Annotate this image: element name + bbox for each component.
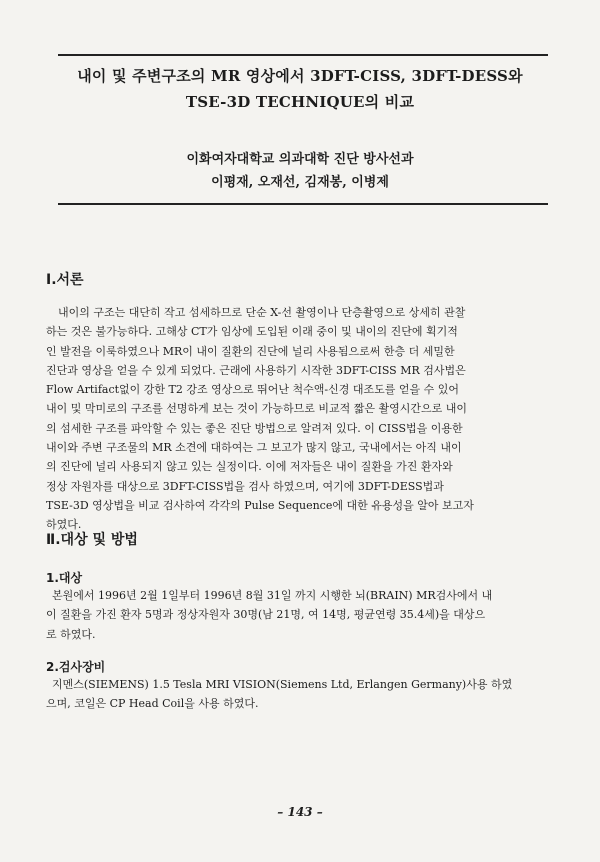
paragraph-line: 인 발전을 이룩하였으나 MR이 내이 질환의 진단에 널리 사용됨으로써 한층 더 세밀한	[46, 344, 455, 358]
paragraph-line: 내이 및 막미로의 구조를 선명하게 보는 것이 가능하므로 비교적 짧은 촬영시간으로 내이	[46, 402, 467, 416]
subjects-paragraph	[46, 586, 556, 644]
title-line-2: TSE-3D TECHNIQUE의 비교	[185, 93, 415, 111]
title-bottom-rule	[58, 203, 548, 205]
paragraph-line: 진단과 영상을 얻을 수 있게 되었다. 근래에 사용하기 시작한 3DFT-CISS MR 검사법은	[46, 363, 466, 377]
section-heading-introduction: Ⅰ.서론	[46, 272, 84, 288]
section-heading-methods: Ⅱ.대상 및 방법	[46, 532, 138, 548]
equipment-paragraph	[46, 675, 556, 714]
paragraph-line: 의 진단에 널리 사용되지 않고 있는 실정이다. 이에 저자들은 내이 질환을 가진 환자와	[46, 460, 453, 474]
paragraph-line: 의 섬세한 구조를 파악할 수 있는 좋은 진단 방법으로 알려져 있다. 이 CISS법을 이용한	[46, 421, 463, 435]
paragraph-line: 본원에서 1996년 2월 1일부터 1996년 8월 31일 까지 시행한 뇌(BRAIN) MR검사에서 내	[52, 589, 493, 602]
paragraph-line: Flow Artifact없이 강한 T2 강조 영상으로 뛰어난 척수액-신경 대조도를 얻을 수 있어	[46, 383, 459, 397]
page-number: – 143 –	[277, 805, 323, 819]
subsection-heading-subjects: 1.대상	[46, 571, 83, 585]
introduction-paragraph	[46, 303, 556, 535]
paragraph-line: 으며, 코일은 CP Head Coil을 사용 하였다.	[46, 697, 259, 711]
paragraph-line: 정상 자원자를 대상으로 3DFT-CISS법을 검사 하였으며, 여기에 3DFT-DESS법과	[46, 479, 444, 493]
paragraph-line: 하였다.	[46, 518, 82, 532]
paragraph-line: 로 하였다.	[46, 627, 96, 641]
authors: 이평재, 오재선, 김재봉, 이병제	[211, 175, 389, 190]
paragraph-line: 내이의 구조는 대단히 작고 섬세하므로 단순 X-선 촬영이나 단층촬영으로 상세히 관찰	[58, 306, 466, 319]
subsection-heading-equipment: 2.검사장비	[46, 660, 106, 674]
paragraph-line: 지멘스(SIEMENS) 1.5 Tesla MRI VISION(Siemens Ltd, Erlangen Germany)사용 하였	[52, 678, 513, 691]
affiliation: 이화여자대학교 의과대학 진단 방사선과	[186, 152, 414, 167]
title-line-1: 내이 및 주변구조의 MR 영상에서 3DFT-CISS, 3DFT-DESS와	[77, 67, 523, 85]
title-top-rule	[58, 54, 548, 56]
paragraph-line: 하는 것은 불가능하다. 고해상 CT가 임상에 도입된 이래 중이 및 내이의 진단에 획기적	[46, 325, 458, 339]
paragraph-line: TSE-3D 영상법을 비교 검사하여 각각의 Pulse Sequence에 대한 유용성을 알아 보고자	[46, 498, 474, 512]
paragraph-line: 내이와 주변 구조물의 MR 소견에 대하여는 그 보고가 많지 않고, 국내에서는 아직 내이	[46, 441, 462, 455]
paragraph-line: 이 질환을 가진 환자 5명과 정상자원자 30명(남 21명, 여 14명, 평균연령 35.4세)을 대상으	[46, 608, 486, 622]
